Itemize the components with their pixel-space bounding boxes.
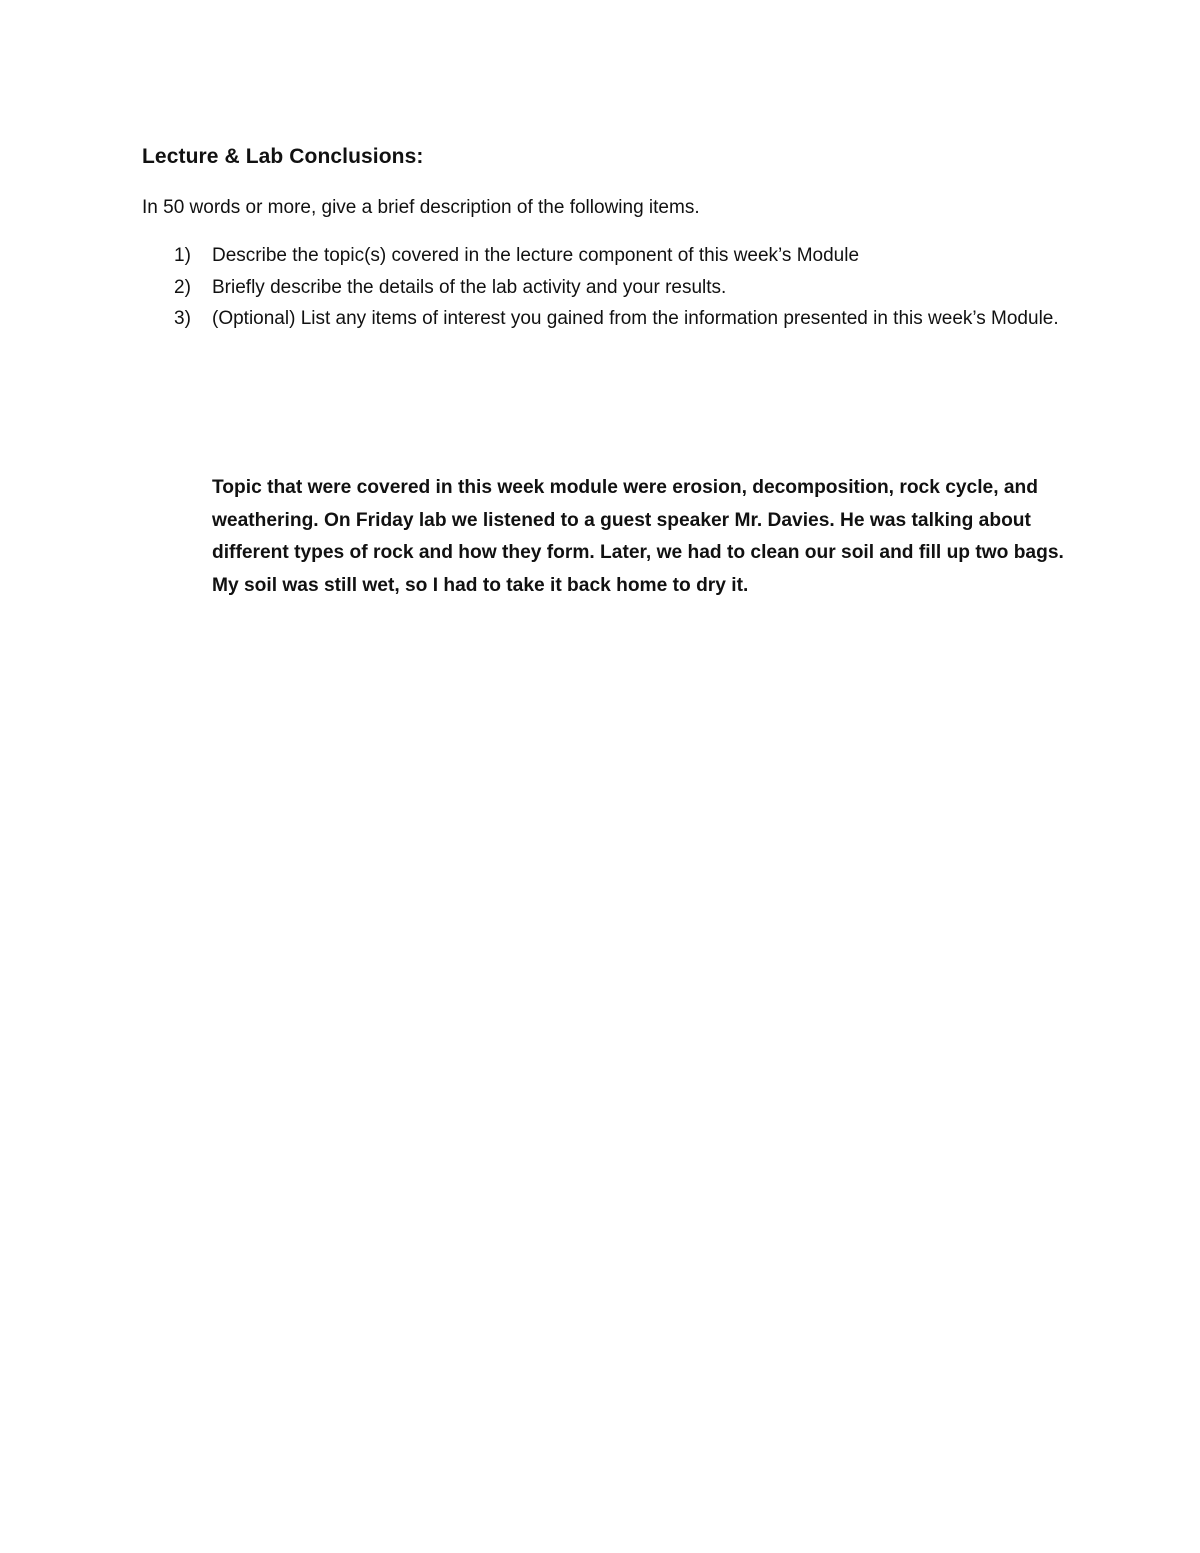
instruction-list <box>142 240 1072 335</box>
instruction-item-text: Briefly describe the details of the lab activity and your results. <box>212 276 727 298</box>
instruction-item-items-of-interest <box>142 303 1072 335</box>
instruction-item-lecture-topics <box>142 240 1072 272</box>
instruction-item-number: 3) <box>174 308 191 329</box>
instruction-item-text: Describe the topic(s) covered in the lecture component of this week’s Module <box>212 245 860 266</box>
instruction-item-lab-results <box>142 272 1072 304</box>
instruction-text: In 50 words or more, give a brief description of the following items. <box>142 197 700 218</box>
instruction-item-text: (Optional) List any items of interest you gained from the information presented in this week’s Module. <box>212 308 1059 329</box>
student-response: Topic that were covered in this week module were erosion, decomposition, rock cycle, and weathering. On Friday lab we listened to a guest speaker Mr. Davies. He was talking about different types of rock and how they form. Later, we had to clean our soil and fill up two bags. My soil was still wet, so I had to take it back home to dry it. <box>212 477 1064 596</box>
instruction-item-number: 2) <box>174 276 191 298</box>
instruction-item-number: 1) <box>174 245 191 266</box>
document-heading: Lecture & Lab Conclusions: <box>142 145 424 168</box>
